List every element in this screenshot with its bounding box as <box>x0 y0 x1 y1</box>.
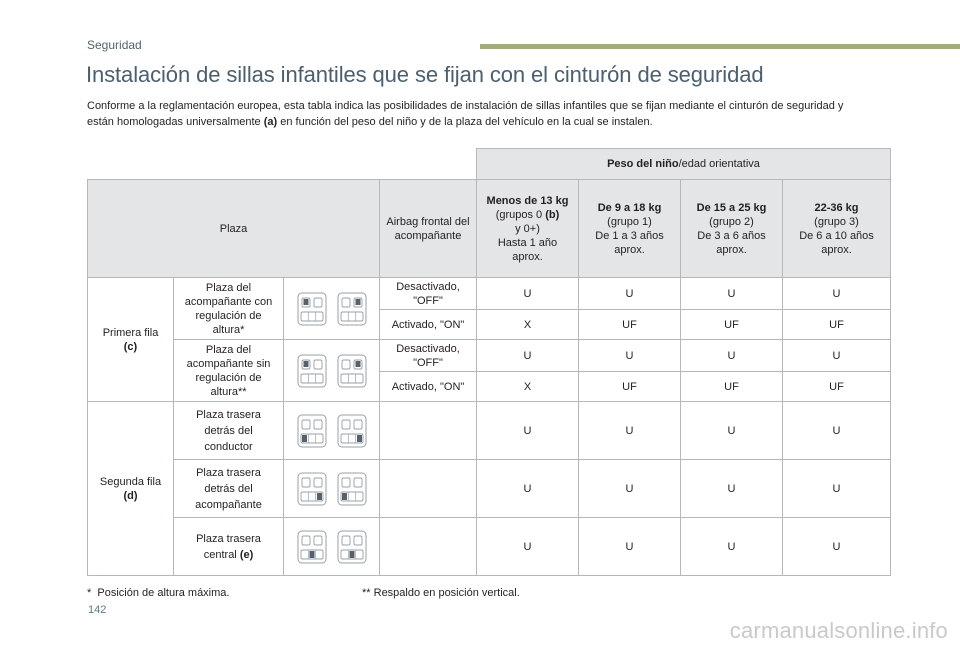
page-title: Instalación de sillas infantiles que se fijan con el cinturón de seguridad <box>86 62 764 87</box>
row-label-text: Primera fila <box>102 326 159 339</box>
value-cell: U <box>579 518 681 576</box>
airbag-on: Activado, "ON" <box>380 372 477 402</box>
intro-text-1: Conforme a la reglamentación europea, esta tabla indica las posibilidades de instalación de sillas infantiles que se fijan mediante el cinturón de seguridad y están homologadas universalmente <box>87 100 844 128</box>
seat-desc-noadjust: Plaza del acompañante sin regulación de altura** <box>174 340 284 402</box>
footnote-text: Respaldo en posición vertical. <box>373 587 520 599</box>
value-cell: U <box>681 518 783 576</box>
footnote-2 <box>362 587 520 599</box>
footnote-star: * <box>87 587 92 599</box>
value-cell: UF <box>681 372 783 402</box>
seat-diagram-icon <box>337 530 367 564</box>
weight-header <box>477 149 891 180</box>
seat-desc-rear-passenger: Plaza trasera detrás del acompañante <box>174 460 284 518</box>
group-number: (grupo 1) <box>607 215 652 228</box>
value-cell: U <box>681 278 783 310</box>
group-weight: De 15 a 25 kg <box>696 201 767 214</box>
seat-diagram-cell <box>284 518 380 576</box>
footnote-text: Posición de altura máxima. <box>97 587 230 599</box>
child-seat-table-wrap <box>87 148 891 576</box>
value-cell: U <box>579 402 681 460</box>
page-number: 142 <box>88 604 107 616</box>
row-label-text: Segunda fila <box>99 475 162 488</box>
value-cell: U <box>477 340 579 372</box>
value-cell: U <box>579 278 681 310</box>
intro-ref: (a) <box>263 116 278 128</box>
seat-diagram-icon <box>297 292 327 326</box>
seat-diagram-icon <box>297 472 327 506</box>
section-label: Seguridad <box>87 38 142 52</box>
value-cell: U <box>783 518 891 576</box>
value-cell: U <box>681 340 783 372</box>
row-label-ref: (d) <box>123 489 138 502</box>
value-cell: U <box>681 402 783 460</box>
value-cell: U <box>477 278 579 310</box>
seat-diagram-icon <box>337 414 367 448</box>
group-weight: Menos de 13 kg <box>486 194 569 207</box>
value-cell: UF <box>783 372 891 402</box>
seat-diagram-icon <box>297 354 327 388</box>
blank-corner <box>88 149 477 180</box>
value-cell: UF <box>579 372 681 402</box>
seat-diagram-icon <box>297 530 327 564</box>
group-age: Hasta 1 año aprox. <box>497 236 558 263</box>
seat-diagram-cell <box>284 402 380 460</box>
group-header-1 <box>579 180 681 278</box>
group-header-3 <box>783 180 891 278</box>
airbag-empty <box>380 402 477 460</box>
row-label-first <box>88 278 174 402</box>
value-cell: U <box>783 278 891 310</box>
intro-paragraph <box>87 98 867 130</box>
value-cell: U <box>783 460 891 518</box>
group-number-tail: y 0+) <box>515 222 540 235</box>
footnote-1 <box>87 587 229 599</box>
airbag-off: Desactivado, "OFF" <box>380 340 477 372</box>
value-cell: U <box>579 340 681 372</box>
value-cell: U <box>579 460 681 518</box>
value-cell: UF <box>579 310 681 340</box>
seat-desc-rear-center: Plaza trasera central (e) <box>174 518 284 576</box>
group-age: De 6 a 10 años aprox. <box>799 229 874 256</box>
value-cell: U <box>783 402 891 460</box>
seat-diagram-cell <box>284 278 380 340</box>
value-cell: U <box>783 340 891 372</box>
group-number: (grupo 2) <box>709 215 754 228</box>
child-seat-table <box>87 148 891 576</box>
group-header-0 <box>477 180 579 278</box>
group-age: De 3 a 6 años aprox. <box>697 229 766 256</box>
airbag-off: Desactivado, "OFF" <box>380 278 477 310</box>
value-cell: UF <box>783 310 891 340</box>
airbag-header: Airbag frontal del acompañante <box>380 180 477 278</box>
intro-text-2: en función del peso del niño y de la plaza del vehículo en la cual se instalen. <box>277 116 653 128</box>
group-age: De 1 a 3 años aprox. <box>595 229 664 256</box>
group-number: (grupo 3) <box>814 215 859 228</box>
seat-diagram-icon <box>337 354 367 388</box>
section-bar <box>480 44 960 49</box>
value-cell: U <box>477 402 579 460</box>
airbag-on: Activado, "ON" <box>380 310 477 340</box>
row-label-ref: (c) <box>123 340 138 353</box>
plaza-header: Plaza <box>88 180 380 278</box>
seat-diagram-cell <box>284 460 380 518</box>
value-cell: X <box>477 310 579 340</box>
group-weight: 22-36 kg <box>814 201 859 214</box>
seat-diagram-icon <box>337 292 367 326</box>
group-weight: De 9 a 18 kg <box>597 201 662 214</box>
group-number: (grupos 0 (b) <box>495 208 560 221</box>
seat-diagram-cell <box>284 340 380 402</box>
group-header-2 <box>681 180 783 278</box>
watermark: carmanualsonline.info <box>729 618 948 643</box>
seat-diagram-icon <box>337 472 367 506</box>
value-cell: U <box>477 518 579 576</box>
seat-desc-rear-driver: Plaza trasera detrás del conductor <box>174 402 284 460</box>
footnote-star: ** <box>362 587 371 599</box>
seat-diagram-icon <box>297 414 327 448</box>
value-cell: U <box>681 460 783 518</box>
row-label-second <box>88 402 174 576</box>
value-cell: X <box>477 372 579 402</box>
airbag-empty <box>380 460 477 518</box>
weight-header-bold: Peso del niño <box>607 158 679 170</box>
value-cell: U <box>477 460 579 518</box>
weight-header-rest: /edad orientativa <box>678 158 760 170</box>
value-cell: UF <box>681 310 783 340</box>
airbag-empty <box>380 518 477 576</box>
seat-desc-adjust: Plaza del acompañante con regulación de altura* <box>174 278 284 340</box>
